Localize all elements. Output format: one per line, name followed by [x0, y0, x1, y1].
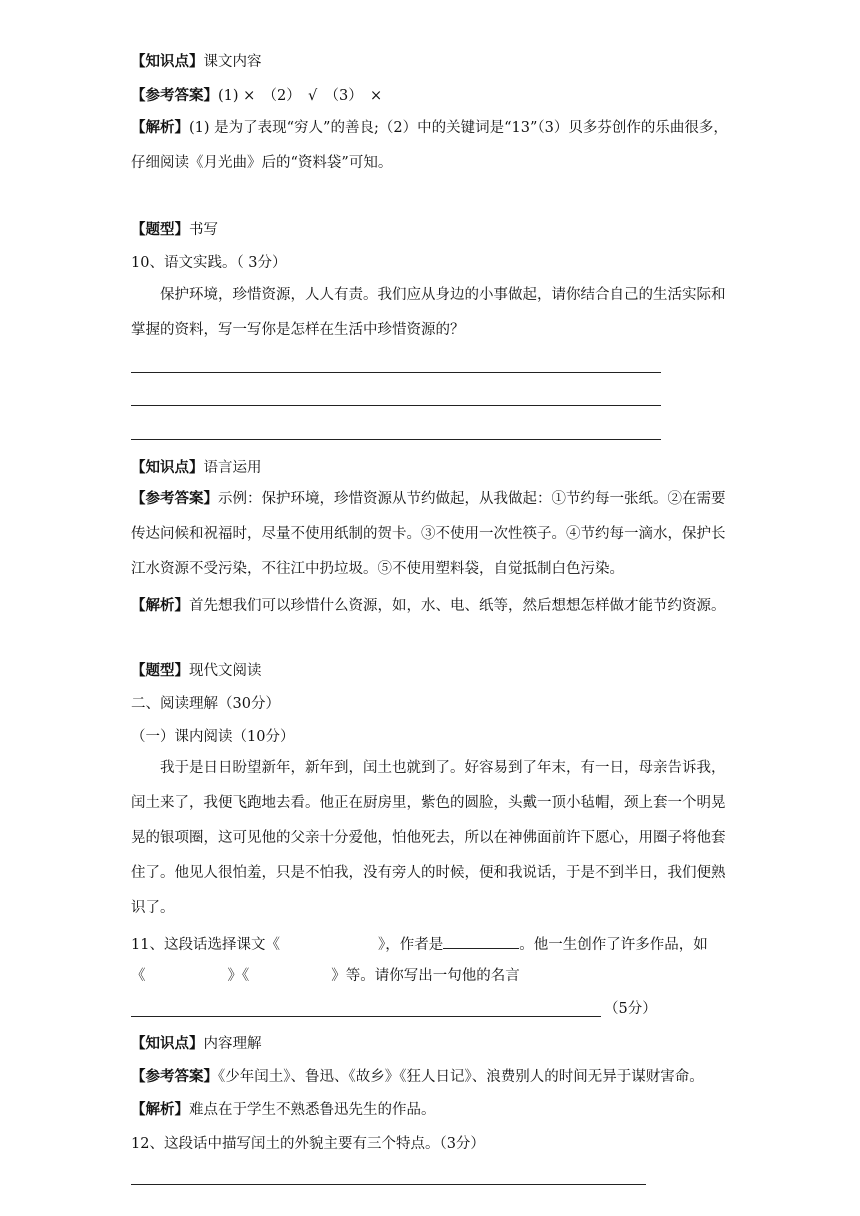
q11-analysis: 【解析】难点在于学生不熟悉鲁迅先生的作品。 [131, 1101, 436, 1118]
q11-score: （5分） [604, 1001, 657, 1017]
section2-type: 【题型】现代文阅读 [131, 662, 262, 679]
section2-heading: 二、阅读理解（30分） [131, 696, 280, 712]
q11-knowledge: 【知识点】内容理解 [131, 1035, 262, 1052]
q10-analysis: 【解析】首先想我们可以珍惜什么资源，如，水、电、纸等，然后想想怎样做才能节约资源。 [131, 597, 726, 614]
answer-line-2[interactable] [131, 405, 661, 406]
answer-line-3[interactable] [131, 439, 661, 440]
q11-line1: 11、这段话选择课文《 》，作者是 。他一生创作了许多作品，如 [131, 933, 860, 955]
answer-line-1[interactable] [131, 372, 661, 373]
q10-type: 【题型】书写 [131, 221, 218, 238]
q10-question: 10、语文实践。（ 3分） [131, 255, 287, 271]
q9-answer: 【参考答案】(1) × （2） √ （3） × [131, 87, 383, 104]
q12-answer-line[interactable] [131, 1184, 646, 1185]
q10-prompt: 保护环境，珍惜资源，人人有责。我们应从身边的小事做起，请你结合自己的生活实际和掌握的资料，写一写你是怎样在生活中珍惜资源的？ [131, 287, 726, 338]
q9-knowledge: 【知识点】课文内容 [131, 53, 262, 70]
q11-answer: 【参考答案】《少年闰土》、鲁迅、《故乡》《狂人日记》、浪费别人的时间无异于谋财害命。 [131, 1068, 704, 1085]
reading-passage: 我于是日日盼望新年，新年到，闰土也就到了。好容易到了年末，有一日，母亲告诉我，闰土来了，我便飞跑地去看。他正在厨房里，紫色的圆脸，头戴一顶小毡帽，颈上套一个明晃晃的银项圈，这可见他的父亲十分爱他，怕他死去，所以在神佛面前许下愿心，用圈子将他套住了。他见人很怕羞，只是不怕我，没有旁人的时候，便和我说话，于是不到半日，我们便熟识了。 [131, 760, 726, 916]
q12-question: 12、这段话中描写闰土的外貌主要有三个特点。（3分） [131, 1136, 485, 1152]
author-blank[interactable] [443, 933, 519, 949]
section2-subheading: （一）课内阅读（10分） [131, 729, 295, 745]
q11-line2: 《 》《 》等。请你写出一句他的名言 [131, 968, 520, 984]
q9-analysis: 【解析】(1) 是为了表现“穷人”的善良;（2）中的关键词是“13”（3）贝多芬创作的乐曲很多，仔细阅读《月光曲》后的“资料袋”可知。 [131, 119, 728, 171]
q10-answer: 【参考答案】示例：保护环境，珍惜资源从节约做起，从我做起：①节约每一张纸。②在需要传达问候和祝福时，尽量不使用纸制的贺卡。③不使用一次性筷子。④节约每一滴水，保护长江水资源不受污染，不往江中扔垃圾。⑤不使用塑料袋，自觉抵制白色污染。 [131, 490, 726, 577]
quote-answer-line[interactable] [131, 1016, 601, 1017]
q10-knowledge: 【知识点】语言运用 [131, 459, 262, 476]
